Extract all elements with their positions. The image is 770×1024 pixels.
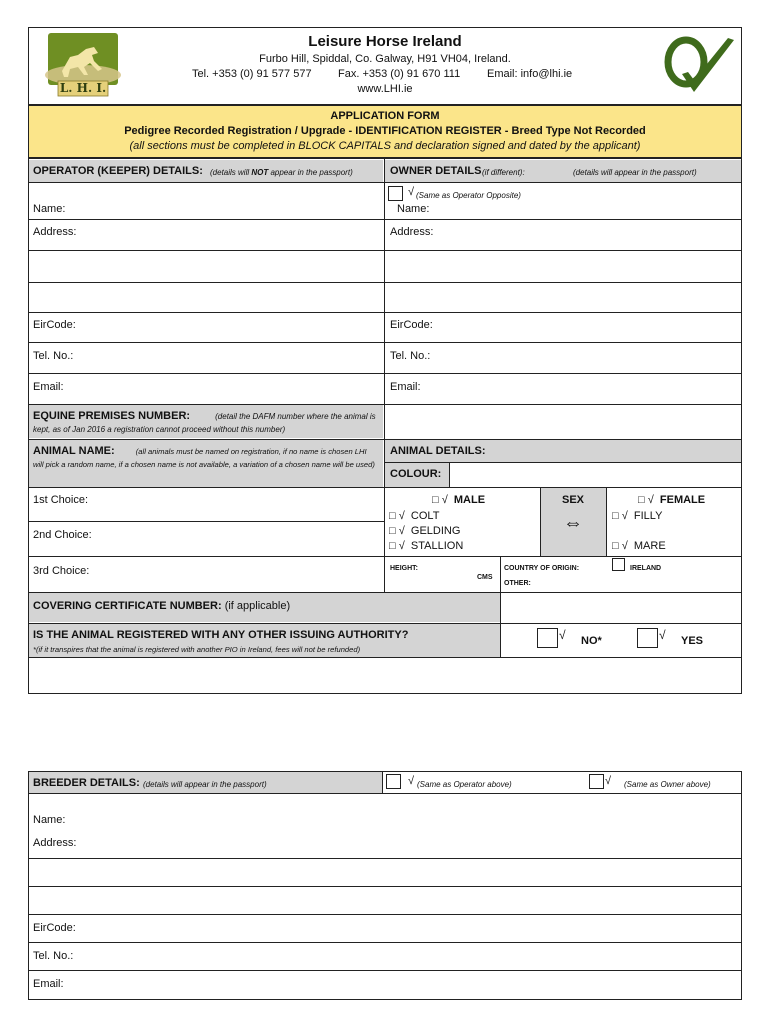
mare-option[interactable]: □ √ MARE <box>612 540 666 552</box>
operator-email-label: Email: <box>33 381 64 393</box>
female-box-icon: □ <box>638 494 645 506</box>
height-label: HEIGHT: <box>390 565 418 572</box>
owner-same-label: (Same as Operator Opposite) <box>416 191 521 200</box>
animal-name-note: (all animals must be named on registration, if no name is chosen LHI will pick a random name, if a chosen name is not available, a variation of a chosen name will be used) <box>33 447 375 469</box>
filly-option[interactable]: □ √ FILLY <box>612 510 663 522</box>
org-website: www.LHI.ie <box>357 83 413 95</box>
covering-label: COVERING CERTIFICATE NUMBER: (if applicable) <box>33 600 291 612</box>
ireland-checkbox[interactable] <box>612 558 625 571</box>
registered-no-tick: √ <box>559 628 566 642</box>
cms-label: CMS <box>477 574 493 581</box>
breeder-heading: BREEDER DETAILS: <box>33 777 140 789</box>
country-label: COUNTRY OF ORIGIN: <box>504 565 580 572</box>
breeder-address-label: Address: <box>33 837 77 849</box>
banner-title: APPLICATION FORM <box>330 110 440 122</box>
premises-cell <box>33 410 379 436</box>
choice-3-label: 3rd Choice: <box>33 565 90 577</box>
stallion-box-icon: □ <box>389 540 396 552</box>
animal-details-heading: ANIMAL DETAILS: <box>390 445 486 457</box>
registered-no-label: NO* <box>581 635 602 647</box>
breeder-same-operator-label: (Same as Operator above) <box>417 780 512 789</box>
female-option[interactable]: □ √ FEMALE <box>638 494 706 506</box>
other-label: OTHER: <box>504 580 531 587</box>
registered-yes-label: YES <box>681 635 704 647</box>
owner-tel-label: Tel. No.: <box>390 350 431 362</box>
banner-subtitle: Pedigree Recorded Registration / Upgrade - IDENTIFICATION REGISTER - Breed Type Not Recorded <box>124 125 646 137</box>
animal-name-cell <box>33 445 379 471</box>
org-name: Leisure Horse Ireland <box>308 33 462 50</box>
registered-yes-tick: √ <box>659 628 666 642</box>
stallion-option[interactable]: □ √ STALLION <box>389 540 464 552</box>
sex-arrow-icon: ⇔ <box>563 512 583 534</box>
breeder-same-owner-label: (Same as Owner above) <box>624 780 711 789</box>
male-option[interactable]: □ √ MALE <box>432 494 486 506</box>
registered-question: IS THE ANIMAL REGISTERED WITH ANY OTHER ISSUING AUTHORITY? <box>33 629 409 641</box>
breeder-name-label: Name: <box>33 814 66 826</box>
registered-no-checkbox[interactable] <box>537 628 558 648</box>
breeder-same-owner-tick: √ <box>605 775 612 787</box>
q-mark-icon <box>660 34 740 98</box>
colour-label: COLOUR: <box>390 468 442 480</box>
operator-note: (details will NOT appear in the passport) <box>210 168 353 177</box>
choice-1-label: 1st Choice: <box>33 494 89 506</box>
logo-text: L. H. I. <box>59 81 107 95</box>
breeder-same-operator-checkbox[interactable] <box>386 774 401 789</box>
animal-name-heading: ANIMAL NAME: <box>33 445 115 457</box>
colt-option[interactable]: □ √ COLT <box>389 510 440 522</box>
breeder-tel-label: Tel. No.: <box>33 950 74 962</box>
premises-note: (detail the DAFM number where the animal is kept, as of Jan 2016 a registration cannot proceed without this number) <box>33 412 376 434</box>
org-email: Email: info@lhi.ie <box>487 68 573 80</box>
registered-yes-checkbox[interactable] <box>637 628 658 648</box>
operator-address-label: Address: <box>33 226 77 238</box>
choice-2-label: 2nd Choice: <box>33 529 92 541</box>
registered-note: *(if it transpires that the animal is registered with another PIO in Ireland, fees will not be refunded) <box>33 645 361 654</box>
org-fax: Fax. +353 (0) 91 670 111 <box>338 68 461 80</box>
mare-box-icon: □ <box>612 540 619 552</box>
sex-label: SEX <box>561 494 584 506</box>
lhi-logo <box>44 31 122 99</box>
banner-note: (all sections must be completed in BLOCK CAPITALS and declaration signed and dated by the applicant) <box>129 140 641 152</box>
breeder-eircode-label: EirCode: <box>33 922 76 934</box>
operator-tel-label: Tel. No.: <box>33 350 74 362</box>
premises-heading: EQUINE PREMISES NUMBER: <box>33 410 191 422</box>
operator-name-label: Name: <box>33 203 66 215</box>
breeder-same-owner-checkbox[interactable] <box>589 774 604 789</box>
breeder-note: (details will appear in the passport) <box>143 780 267 789</box>
gelding-box-icon: □ <box>389 525 396 537</box>
owner-same-checkbox[interactable] <box>388 186 403 201</box>
owner-address-label: Address: <box>390 226 434 238</box>
operator-eircode-label: EirCode: <box>33 319 76 331</box>
filly-box-icon: □ <box>612 510 619 522</box>
owner-if-different: (if different): <box>482 168 525 177</box>
owner-name-label: Name: <box>397 203 430 215</box>
org-address: Furbo Hill, Spiddal, Co. Galway, H91 VH04, Ireland. <box>259 53 511 65</box>
owner-same-tick: √ <box>408 186 415 198</box>
ireland-label: IRELAND <box>630 565 662 572</box>
owner-email-label: Email: <box>390 381 421 393</box>
org-tel: Tel. +353 (0) 91 577 577 <box>192 68 312 80</box>
owner-heading: OWNER DETAILS <box>390 165 482 177</box>
gelding-option[interactable]: □ √ GELDING <box>389 525 461 537</box>
breeder-email-label: Email: <box>33 978 64 990</box>
male-box-icon: □ <box>432 494 439 506</box>
owner-note: (details will appear in the passport) <box>573 168 697 177</box>
breeder-same-operator-tick: √ <box>408 775 415 787</box>
owner-eircode-label: EirCode: <box>390 319 433 331</box>
operator-heading: OPERATOR (KEEPER) DETAILS: <box>33 165 203 177</box>
colt-box-icon: □ <box>389 510 396 522</box>
